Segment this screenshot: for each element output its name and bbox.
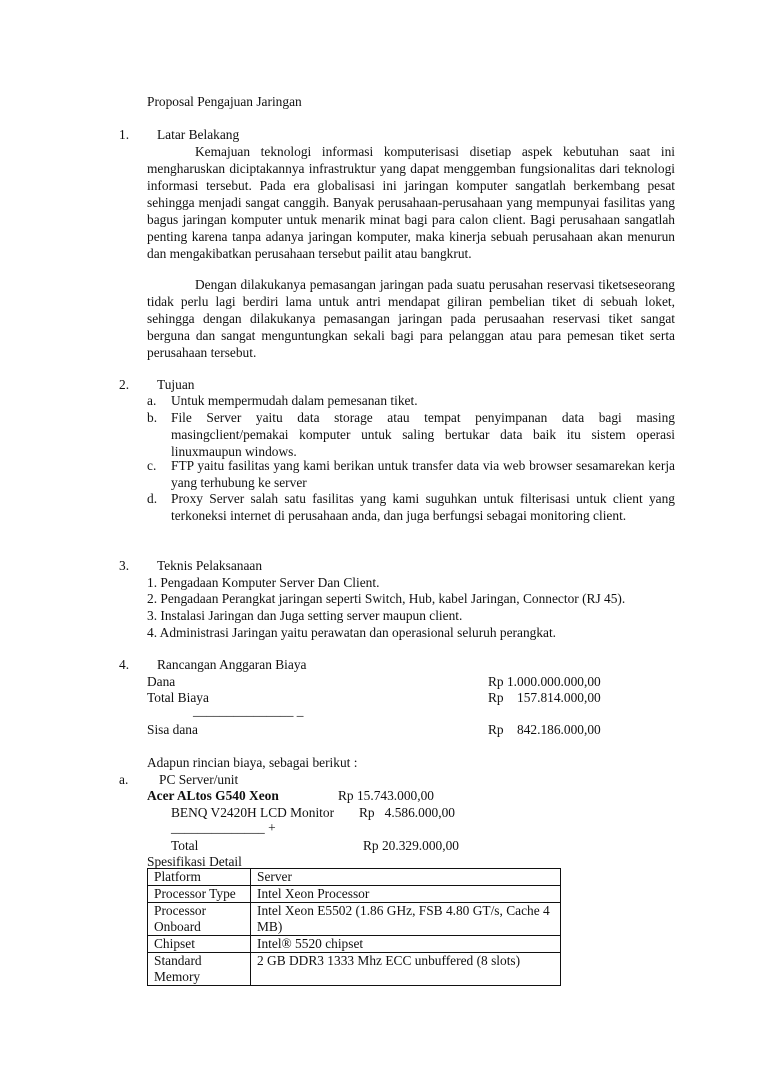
- subsection-a-marker: a.: [119, 772, 129, 787]
- spec-value: Server: [251, 869, 561, 886]
- spec-key: Standard Memory: [148, 953, 251, 986]
- section-1-heading: Latar Belakang: [157, 127, 240, 142]
- goal-d-marker: d.: [147, 491, 158, 506]
- goal-a-text: Untuk mempermudah dalam pemesanan tiket.: [171, 393, 418, 408]
- product-benq-price: Rp 4.586.000,00: [359, 805, 455, 820]
- product-benq-name: BENQ V2420H LCD Monitor: [171, 805, 335, 820]
- product-total-value: Rp 20.329.000,00: [363, 838, 459, 853]
- budget-subtotal-rule: _______________ _: [193, 703, 304, 718]
- section-3-heading: Teknis Pelaksanaan: [157, 558, 263, 573]
- step-1: 1. Pengadaan Komputer Server Dan Client.: [147, 575, 380, 590]
- section-2-heading: Tujuan: [157, 377, 195, 392]
- spec-key: Processor Onboard: [148, 903, 251, 936]
- spec-key: Processor Type: [148, 886, 251, 903]
- section-4-heading: Rancangan Anggaran Biaya: [157, 657, 307, 672]
- budget-sisa-label: Sisa dana: [147, 722, 198, 737]
- spec-heading: Spesifikasi Detail: [147, 854, 242, 869]
- section-2-number: 2.: [119, 377, 130, 392]
- goal-a-marker: a.: [147, 393, 157, 408]
- spec-row: [148, 936, 561, 953]
- goal-d-text: Proxy Server salah satu fasilitas yang kami suguhkan untuk filterisasi untuk client yang terkoneksi internet di perusahaan anda, dan juga berfungsi sebagai monitoring client.: [171, 491, 675, 523]
- spec-value: Intel® 5520 chipset: [251, 936, 561, 953]
- product-subtotal-rule: ______________ +: [171, 820, 276, 835]
- section-3-number: 3.: [119, 558, 130, 573]
- step-4: 4. Administrasi Jaringan yaitu perawatan dan operasional seluruh perangkat.: [147, 625, 557, 640]
- spec-value: Intel Xeon Processor: [251, 886, 561, 903]
- product-acer-price: Rp 15.743.000,00: [338, 788, 434, 803]
- spec-row: [148, 953, 561, 986]
- spec-value: 2 GB DDR3 1333 Mhz ECC unbuffered (8 slots): [251, 953, 561, 986]
- spec-table: [147, 868, 561, 986]
- subsection-a-heading: PC Server/unit: [159, 772, 239, 787]
- budget-total-label: Total Biaya: [147, 690, 209, 705]
- section-1-paragraph-2: Dengan dilakukanya pemasangan jaringan pada suatu perusahan reservasi tiketseseorang tidak perlu lagi berdiri lama untuk antri mendapat giliran pembelian tiket di sebuah loket, sehingga dengan dilakukanya pemasangan jaringan pada perusaahan reservasi tiket sangat berguna dan sangat menguntungkan sekali bagi para pelanggan atau para pemesan tiket serta perusahaan tersebut.: [147, 277, 675, 360]
- budget-dana-label: Dana: [147, 674, 176, 689]
- goal-c-marker: c.: [147, 458, 157, 473]
- section-1-paragraph-1: Kemajuan teknologi informasi komputerisasi disetiap aspek kebutuhan saat ini mengharuskan diciptakannya infrastruktur yang dapat menggemban fungsionalitas dari teknologi informasi tersebut. Pada era globalisasi ini jaringan komputer sangatlah berkembang pesat sehingga menjadi sangat canggih. Banyak perusahaan-perusahaan yang mempunyai fasilitas yang bagus jaringan komputer untuk menarik minat bagi para calon client. Bagi perusahaan sangatlah penting karena tanpa adanya jaringan komputer, maka kinerja sebuah perusahaan akan menurun dan mengakibatkan perusahaan tersebut pailit atau bangkrut.: [147, 144, 675, 261]
- goal-c-text: FTP yaitu fasilitas yang kami berikan untuk transfer data via web browser sesamarekan kerja yang terhubung ke server: [171, 458, 675, 490]
- step-2: 2. Pengadaan Perangkat jaringan seperti Switch, Hub, kabel Jaringan, Connector (RJ 45).: [147, 591, 626, 606]
- section-1-number: 1.: [119, 127, 130, 142]
- spec-key: Chipset: [148, 936, 251, 953]
- budget-rincian-intro: Adapun rincian biaya, sebagai berikut :: [147, 755, 358, 770]
- spec-value: Intel Xeon E5502 (1.86 GHz, FSB 4.80 GT/s, Cache 4 MB): [251, 903, 561, 936]
- spec-row: [148, 903, 561, 936]
- spec-key: Platform: [148, 869, 251, 886]
- goal-b-marker: b.: [147, 410, 158, 425]
- budget-total-value: Rp 157.814.000,00: [488, 690, 601, 705]
- step-3: 3. Instalasi Jaringan dan Juga setting server maupun client.: [147, 608, 463, 623]
- budget-sisa-value: Rp 842.186.000,00: [488, 722, 601, 737]
- section-4-number: 4.: [119, 657, 130, 672]
- document-title: Proposal Pengajuan Jaringan: [147, 94, 302, 109]
- product-acer-name: Acer ALtos G540 Xeon: [147, 788, 279, 803]
- product-total-label: Total: [171, 838, 199, 853]
- goal-b-text: File Server yaitu data storage atau tempat penyimpanan data bagi masing masingclient/pemakai komputer untuk saling bertukar data baik itu sistem operasi linuxmaupun windows.: [171, 410, 675, 459]
- spec-row: [148, 886, 561, 903]
- budget-dana-value: Rp 1.000.000.000,00: [488, 674, 601, 689]
- spec-row: [148, 869, 561, 886]
